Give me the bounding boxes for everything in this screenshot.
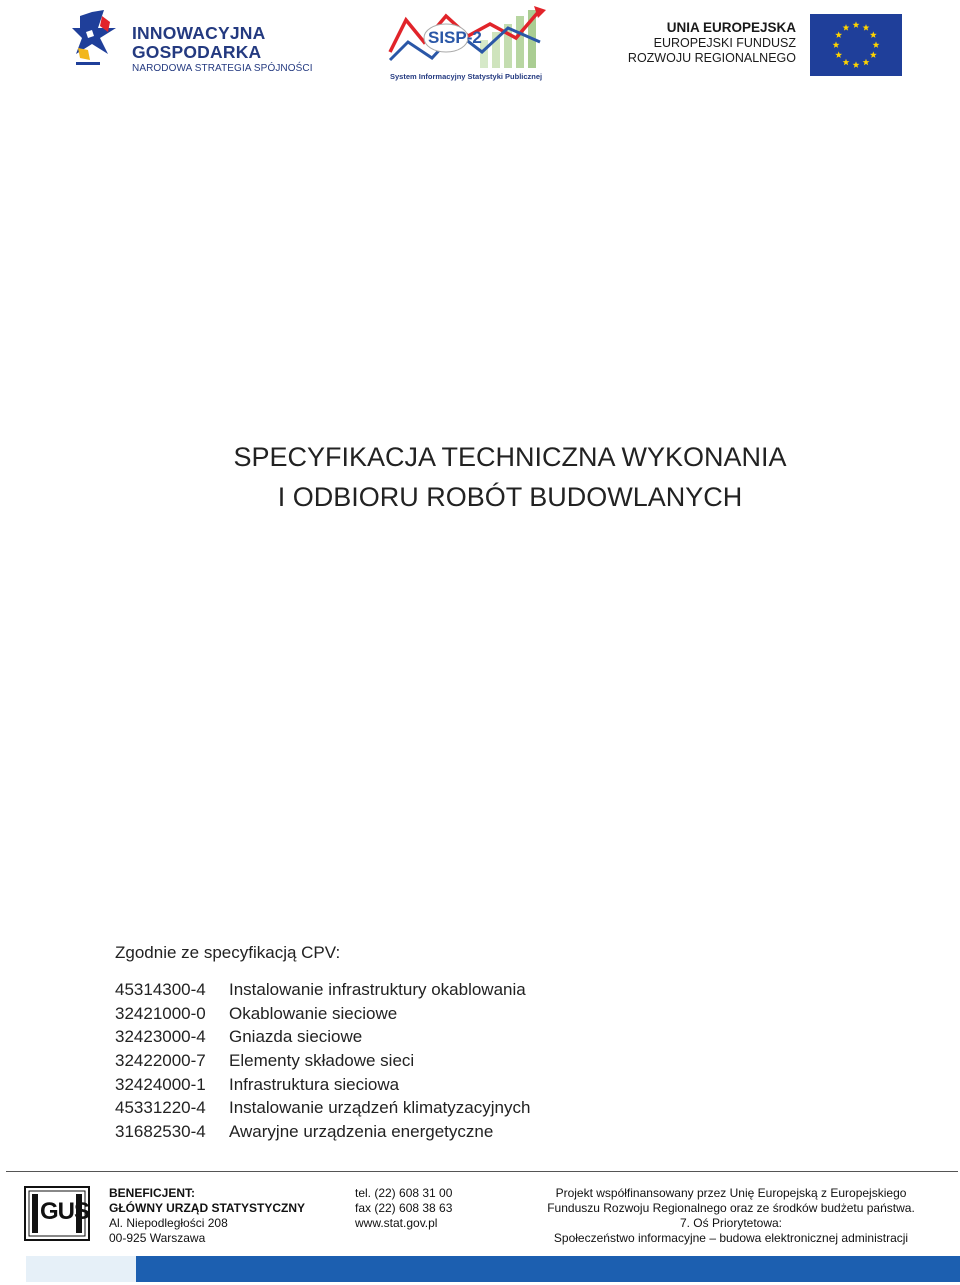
cpv-code: 32423000-4 (115, 1027, 206, 1047)
project-info-line1: Projekt współfinansowany przez Unię Europejską z Europejskiego (555, 1186, 907, 1200)
cpv-code: 31682530-4 (115, 1122, 206, 1142)
cpv-item (115, 1049, 530, 1073)
footer-divider (6, 1171, 958, 1172)
contact-fax: fax (22) 608 38 63 (355, 1201, 453, 1215)
cpv-description: Awaryjne urządzenia energetyczne (229, 1122, 494, 1142)
unia-europejska-logo (627, 14, 902, 76)
document-title-line2: I ODBIORU ROBÓT BUDOWLANYCH (277, 482, 743, 512)
beneficiary-address-city: 00-925 Warszawa (109, 1231, 206, 1245)
ue-logo-line3: ROZWOJU REGIONALNEGO (627, 51, 796, 65)
eu-flag-icon (810, 14, 902, 76)
cpv-code: 32421000-0 (115, 1003, 206, 1023)
cpv-description: Elementy składowe sieci (229, 1051, 415, 1071)
ue-logo-line2: EUROPEJSKI FUNDUSZ (653, 36, 796, 50)
document-title (0, 437, 960, 517)
cpv-description: Gniazda sieciowe (229, 1027, 363, 1047)
cpv-description: Instalowanie infrastruktury okablowania (229, 980, 526, 999)
gus-logo (24, 1186, 90, 1241)
innowacyjna-gospodarka-logo (72, 8, 313, 80)
ig-logo-title (132, 24, 265, 62)
footer-bar-light (26, 1256, 136, 1282)
cpv-item (115, 1120, 530, 1144)
cpv-description: Okablowanie sieciowe (229, 1003, 398, 1023)
cpv-item (115, 1002, 530, 1026)
document-title-line1: SPECYFIKACJA TECHNICZNA WYKONANIA (233, 442, 787, 472)
sisp-2-logo (384, 2, 550, 84)
ue-logo-text (628, 20, 796, 66)
ig-logo-line2: GOSPODARKA (132, 42, 262, 62)
cpv-code: 32422000-7 (115, 1051, 206, 1071)
project-info-line4: Społeczeństwo informacyjne – budowa elektronicznej administracji (553, 1231, 909, 1245)
cpv-item (115, 1096, 530, 1120)
project-info-block (521, 1186, 941, 1246)
beneficiary-block (109, 1186, 305, 1246)
cpv-item (115, 978, 530, 1002)
cpv-code: 32424000-1 (115, 1074, 206, 1094)
cpv-list (115, 978, 530, 1144)
gus-logo-text: GUS (40, 1198, 90, 1225)
sisp-caption: System Informacyjny Statystyki Publicznej (390, 72, 543, 81)
star-emblem-icon (72, 8, 130, 80)
contact-tel: tel. (22) 608 31 00 (355, 1186, 453, 1200)
ig-logo-line1: INNOWACYJNA (132, 23, 266, 43)
beneficiary-name: GŁÓWNY URZĄD STATYSTYCZNY (109, 1201, 305, 1215)
contact-block (355, 1186, 452, 1231)
cpv-item (115, 1073, 530, 1097)
cpv-intro: Zgodnie ze specyfikacją CPV: (115, 943, 341, 962)
beneficiary-address-street: Al. Niepodległości 208 (109, 1216, 228, 1230)
ue-logo-line1: UNIA EUROPEJSKA (666, 20, 796, 35)
project-info-line2: Funduszu Rozwoju Regionalnego oraz ze środków budżetu państwa. (547, 1201, 915, 1215)
beneficiary-label: BENEFICJENT: (109, 1186, 196, 1200)
footer-bar-dark (136, 1256, 960, 1282)
cpv-description: Infrastruktura sieciowa (229, 1074, 400, 1094)
cpv-description: Instalowanie urządzeń klimatyzacyjnych (229, 1098, 531, 1118)
cpv-code: 45331220-4 (115, 1098, 206, 1118)
sisp-name: SISP-2 (428, 28, 482, 47)
cpv-item (115, 1025, 530, 1049)
project-info-line3: 7. Oś Priorytetowa: (679, 1216, 783, 1230)
contact-website-link[interactable]: www.stat.gov.pl (355, 1216, 438, 1230)
ig-logo-subtitle: NARODOWA STRATEGIA SPÓJNOŚCI (132, 63, 313, 74)
cpv-code: 45314300-4 (115, 980, 206, 999)
